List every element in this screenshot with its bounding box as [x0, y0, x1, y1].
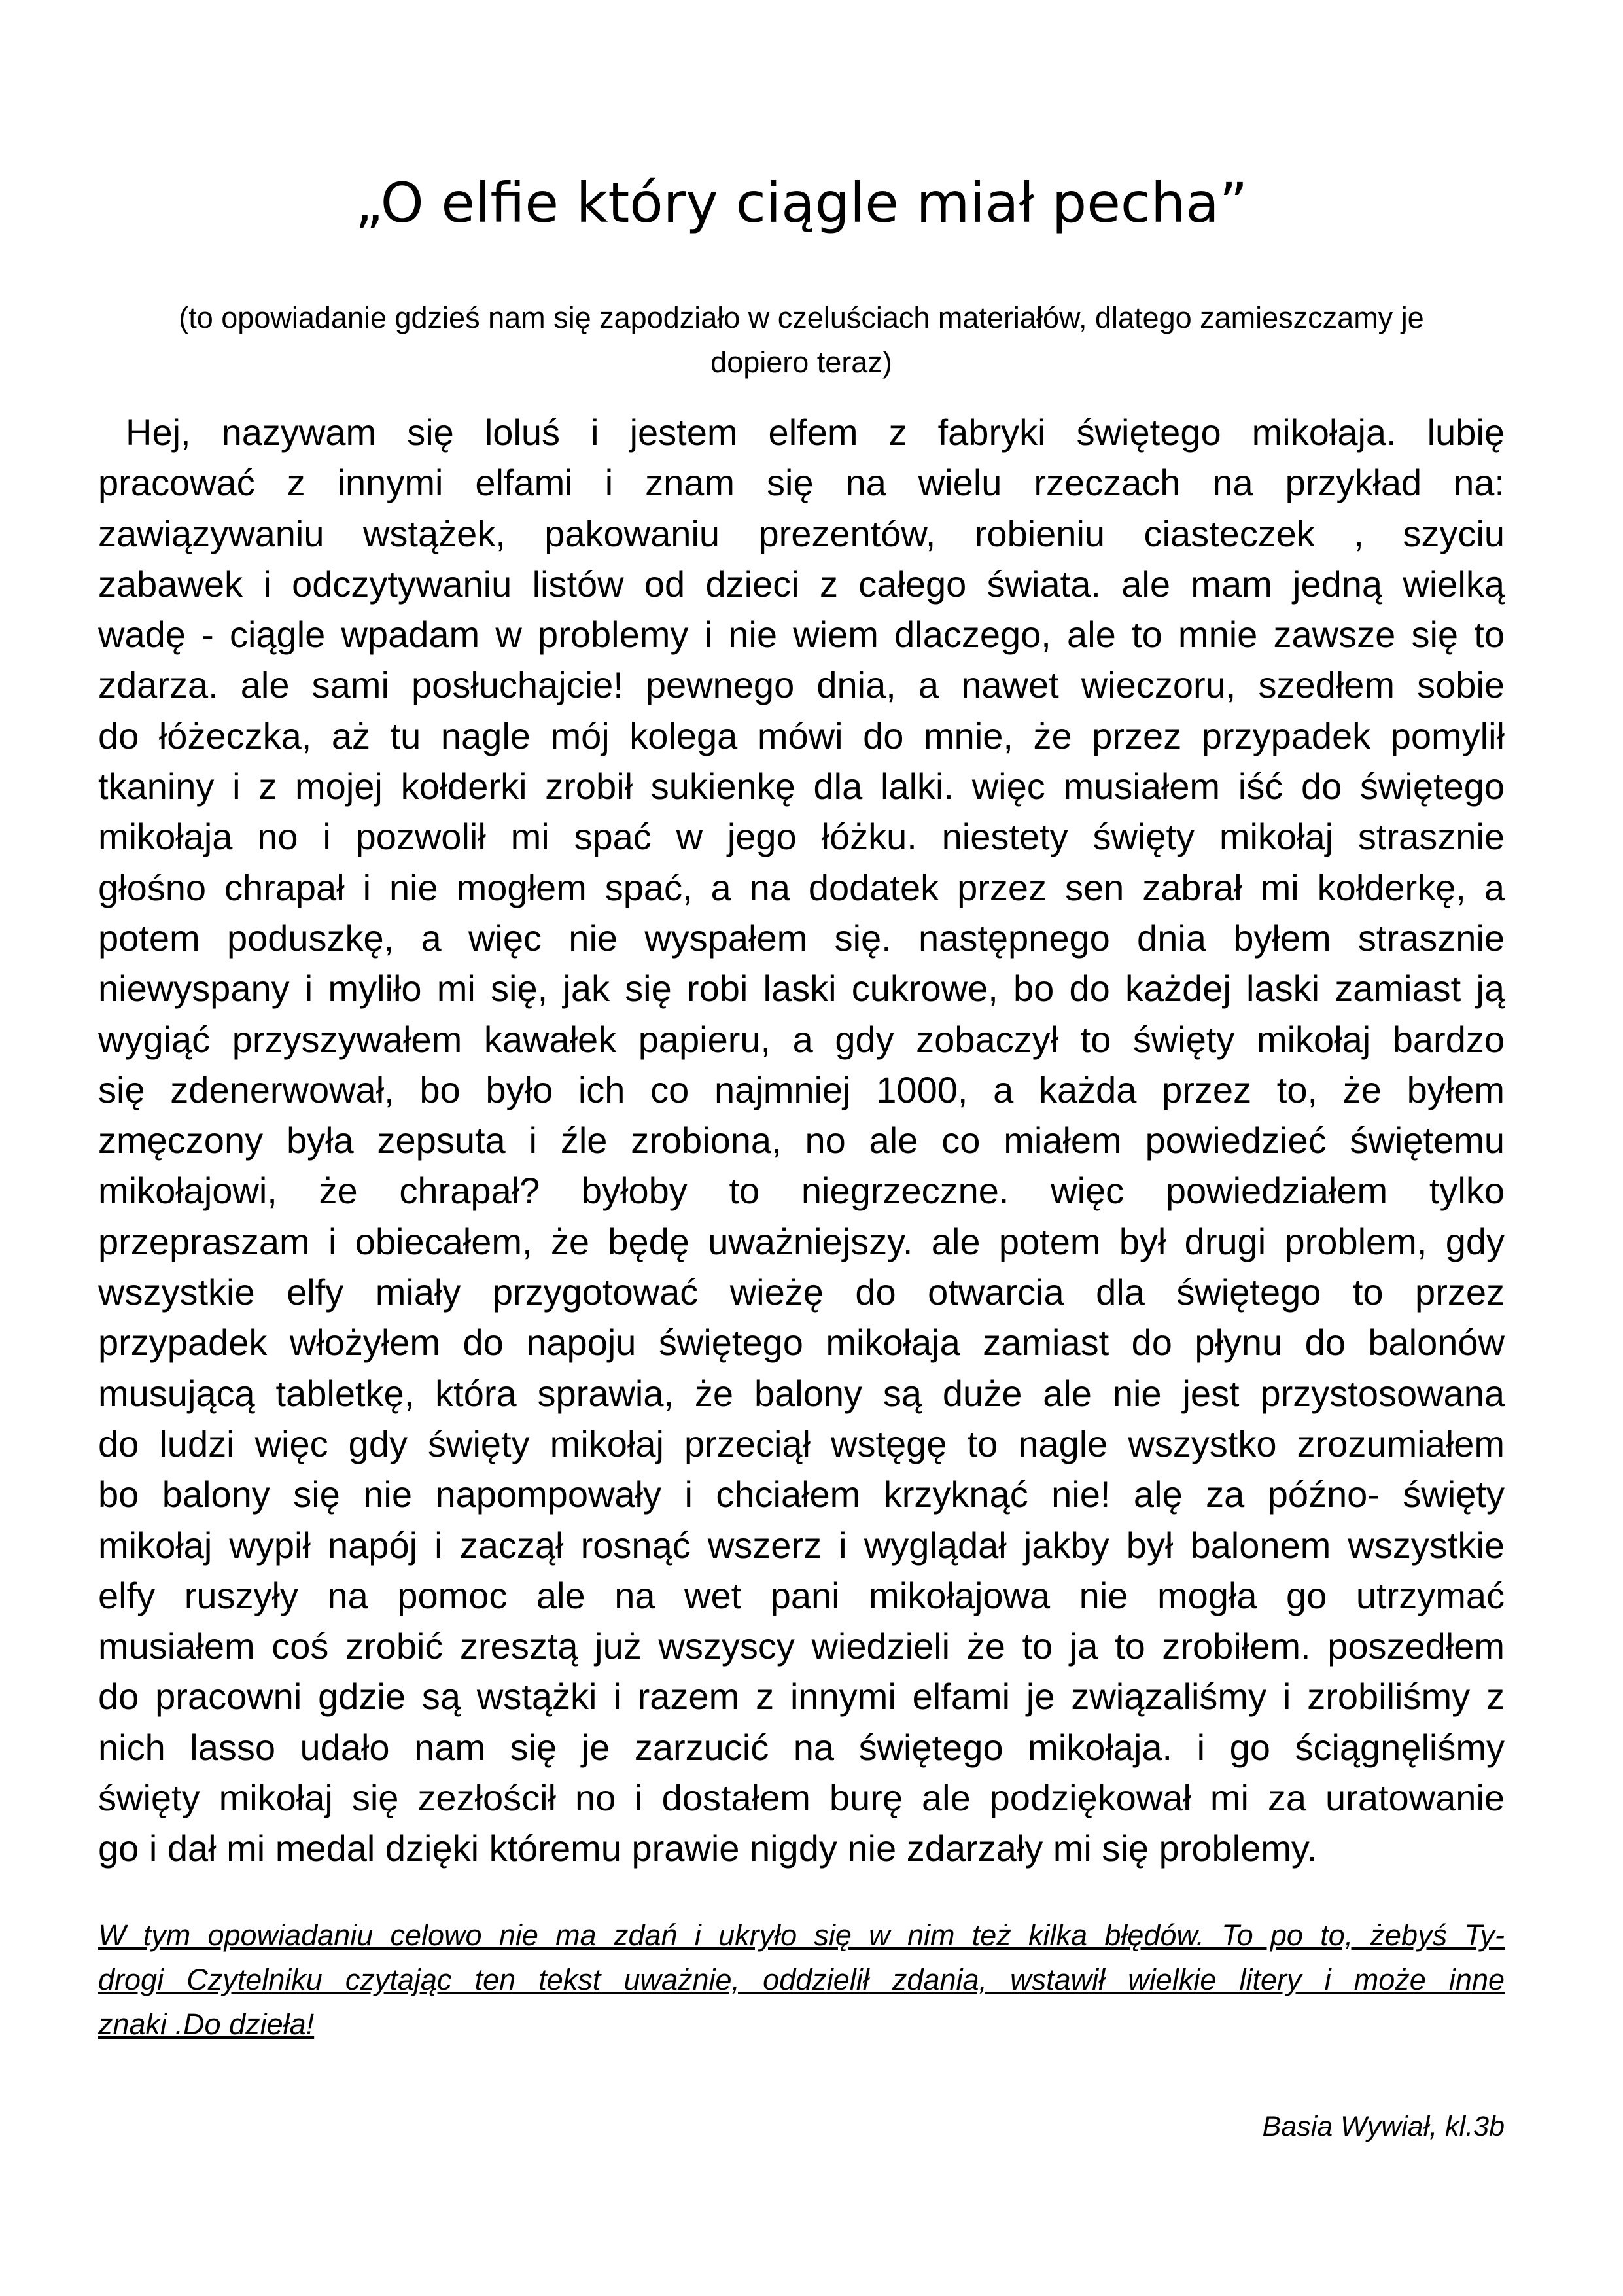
story-line: Hej, nazywam się loluś i jestem elfem z fabryki świętego mikołaja. lubię	[126, 412, 1505, 453]
story-line: zawiązywaniu wstążek, pakowaniu prezentów, robieniu ciasteczek , szyciu	[98, 512, 1505, 554]
story-line: zabawek i odczytywaniu listów od dzieci z całego świata. ale mam jedną wielką	[98, 563, 1505, 605]
story-line: święty mikołaj się zezłościł no i dostałem burę ale podziękował mi za uratowanie	[98, 1777, 1505, 1819]
story-line: wszystkie elfy miały przygotować wieżę do otwarcia dla świętego to przez	[98, 1271, 1505, 1313]
story-line: pracować z innymi elfami i znam się na wielu rzeczach na przykład na:	[98, 462, 1505, 504]
story-line: głośno chrapał i nie mogłem spać, a na dodatek przez sen zabrał mi kołderkę, a	[98, 866, 1505, 908]
story-line: do łóżeczka, aż tu nagle mój kolega mówi do mnie, że przez przypadek pomylił	[98, 715, 1505, 756]
story-line: przepraszam i obiecałem, że będę uważniejszy. ale potem był drugi problem, gdy	[98, 1220, 1505, 1262]
note-line: W tym opowiadaniu celowo nie ma zdań i ukryło się w nim też kilka błędów. To po to, żebyś Ty-	[98, 1918, 1505, 1952]
subtitle-line: (to opowiadanie gdzieś nam się zapodziało w czeluściach materiałów, dlatego zamieszczamy je	[179, 301, 1424, 334]
author-signature: Basia Wywiał, kl.3b	[1262, 2111, 1505, 2142]
story-line: musującą tabletkę, która sprawia, że balony są duże ale nie jest przystosowana	[98, 1372, 1505, 1414]
story-line: bo balony się nie napompowały i chciałem krzyknąć nie! alę za późno- święty	[98, 1474, 1505, 1515]
story-line: mikołajowi, że chrapał? byłoby to niegrzeczne. więc powiedziałem tylko	[98, 1170, 1505, 1212]
story-body	[98, 407, 1505, 1874]
story-line: musiałem coś zrobić zresztą już wszyscy wiedzieli że to ja to zrobiłem. poszedłem	[98, 1625, 1505, 1667]
story-line: wadę - ciągle wpadam w problemy i nie wiem dlaczego, ale to mnie zawsze się to	[98, 614, 1505, 656]
subtitle-line: dopiero teraz)	[710, 345, 892, 379]
story-line: potem poduszkę, a więc nie wyspałem się. następnego dnia byłem strasznie	[98, 917, 1505, 959]
story-title: „O elfie który ciągle miał pecha”	[355, 171, 1248, 235]
story-line: tkaniny i z mojej kołderki zrobił sukienkę dla lalki. więc musiałem iść do świętego	[98, 766, 1505, 807]
subtitle-note	[98, 296, 1505, 385]
note-line: znaki .Do dzieła!	[98, 2007, 315, 2041]
story-line: zdarza. ale sami posłuchajcie! pewnego dnia, a nawet wieczoru, szedłem sobie	[98, 664, 1505, 706]
story-line: mikołaj wypił napój i zaczął rosnąć wszerz i wyglądał jakby był balonem wszystkie	[98, 1524, 1505, 1566]
story-line: zmęczony była zepsuta i źle zrobiona, no ale co miałem powiedzieć świętemu	[98, 1120, 1505, 1161]
story-line: mikołaja no i pozwolił mi spać w jego łóżku. niestety święty mikołaj strasznie	[98, 816, 1505, 858]
story-line: się zdenerwował, bo było ich co najmniej 1000, a każda przez to, że byłem	[98, 1069, 1505, 1110]
story-line: do ludzi więc gdy święty mikołaj przeciął wstęgę to nagle wszystko zrozumiałem	[98, 1422, 1505, 1464]
story-line: go i dał mi medal dzięki któremu prawie nigdy nie zdarzały mi się problemy.	[98, 1828, 1318, 1869]
story-line: nich lasso udało nam się je zarzucić na świętego mikołaja. i go ściągnęliśmy	[98, 1726, 1505, 1768]
story-line: niewyspany i myliło mi się, jak się robi laski cukrowe, bo do każdej laski zamiast ją	[98, 968, 1505, 1010]
story-line: elfy ruszyły na pomoc ale na wet pani mikołajowa nie mogła go utrzymać	[98, 1574, 1505, 1616]
note-line: drogi Czytelniku czytając ten tekst uważnie, oddzielił zdania, wstawił wielkie litery i może inne	[98, 1963, 1505, 1996]
story-line: do pracowni gdzie są wstążki i razem z innymi elfami je związaliśmy i zrobiliśmy z	[98, 1676, 1505, 1718]
story-line: wygiąć przyszywałem kawałek papieru, a gdy zobaczył to święty mikołaj bardzo	[98, 1018, 1505, 1060]
editor-note	[98, 1913, 1505, 2047]
story-line: przypadek włożyłem do napoju świętego mikołaja zamiast do płynu do balonów	[98, 1322, 1505, 1364]
